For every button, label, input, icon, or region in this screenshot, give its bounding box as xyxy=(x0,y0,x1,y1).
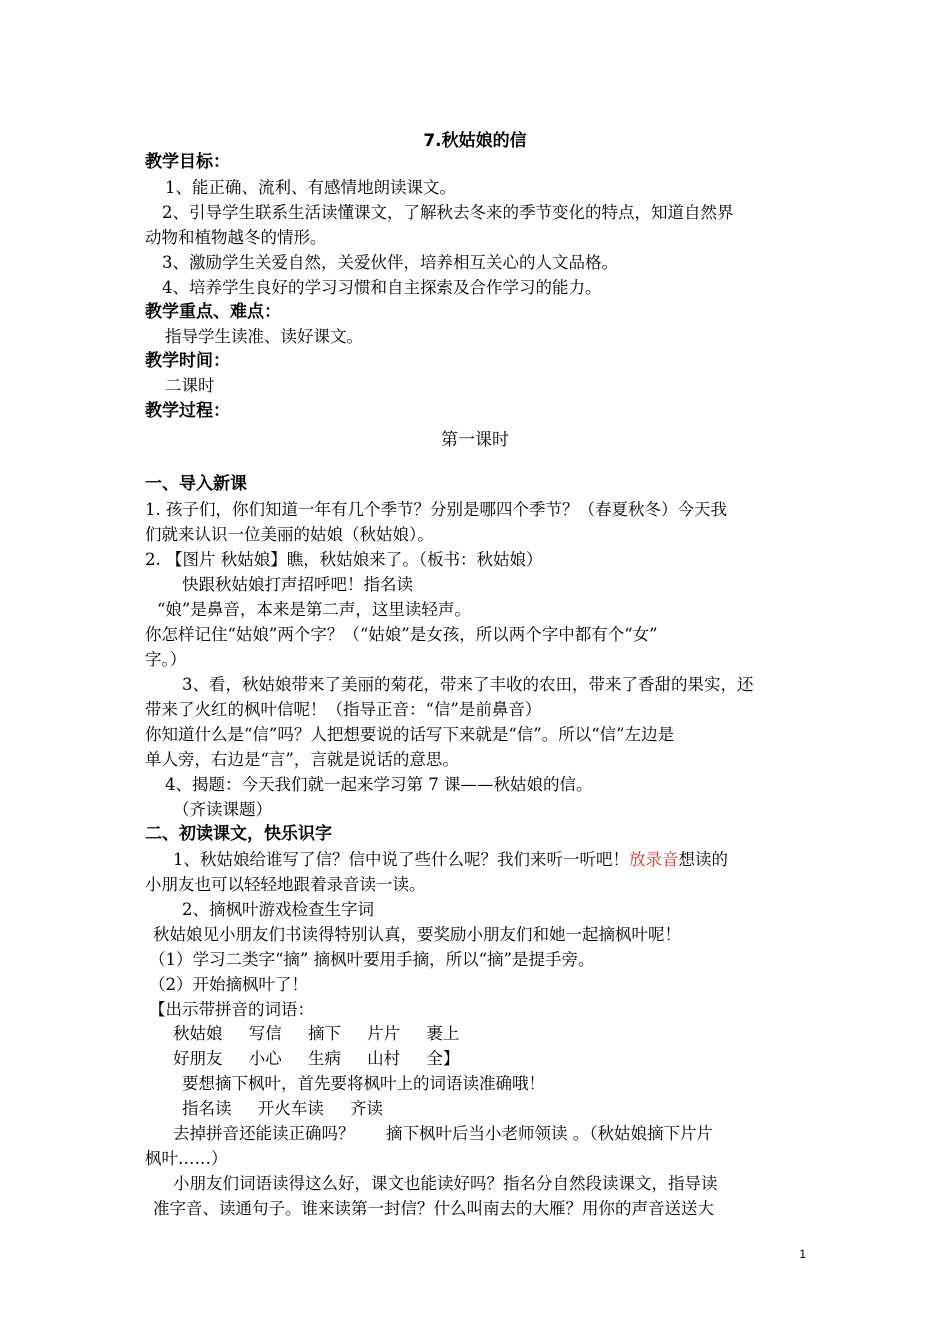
part2-line: 去掉拼音还能读正确吗？ 摘下枫叶后当小老师领读 。（秋姑娘摘下片片 xyxy=(173,1124,713,1143)
goal-4: 4、培养学生良好的学习习惯和自主探索及合作学习的能力。 xyxy=(162,278,602,297)
word-list-row: 秋姑娘 写信 摘下 片片 裹上 xyxy=(173,1024,460,1043)
part2-line: 指名读 开火车读 齐读 xyxy=(182,1099,383,1118)
part1-line: 你怎样记住“姑娘”两个字？（“姑娘”是女孩，所以两个字中都有个“女” xyxy=(145,625,658,644)
part2-line: 枫叶……） xyxy=(145,1149,228,1168)
lesson-title: 第一课时 xyxy=(441,430,509,450)
play-recording-highlight: 放录音 xyxy=(629,850,679,869)
part2-heading: 二、初读课文，快乐识字 xyxy=(145,824,332,844)
part1-line: 单人旁，右边是“言”，言就是说话的意思。 xyxy=(145,750,459,769)
part2-line: （1）学习二类字“摘” 摘枫叶要用手摘，所以“摘”是提手旁。 xyxy=(149,950,595,969)
part1-line: 字。） xyxy=(145,650,187,669)
goal-3: 3、激励学生关爱自然，关爱伙伴，培养相互关心的人文品格。 xyxy=(162,253,618,272)
part1-line: “娘”是鼻音，本来是第二声，这里读轻声。 xyxy=(157,600,471,619)
part2-line xyxy=(173,848,728,872)
goals-heading: 教学目标： xyxy=(145,152,230,172)
part1-line: （齐读课题） xyxy=(173,800,272,819)
part2-text: 1、秋姑娘给谁写了信？信中说了些什么呢？我们来听一听吧！ xyxy=(173,850,629,869)
key-points-text: 指导学生读准、读好课文。 xyxy=(165,327,363,346)
part1-line: 3、看，秋姑娘带来了美丽的菊花，带来了丰收的农田，带来了香甜的果实，还 xyxy=(182,675,754,694)
time-heading: 教学时间： xyxy=(145,351,230,371)
part1-line: 4、揭题：今天我们就一起来学习第 7 课——秋姑娘的信。 xyxy=(165,775,593,794)
page-number: 1 xyxy=(799,1247,806,1261)
part2-line: 要想摘下枫叶，首先要将枫叶上的词语读准确哦！ xyxy=(182,1074,545,1093)
part1-line: 2. 【图片 秋姑娘】瞧，秋姑娘来了。（板书：秋姑娘） xyxy=(145,550,543,569)
part2-line: 秋姑娘见小朋友们书读得特别认真，要奖励小朋友们和她一起摘枫叶呢！ xyxy=(153,925,681,944)
goal-2-line-2: 动物和植物越冬的情形。 xyxy=(145,228,327,247)
goal-2-line-1: 2、引导学生联系生活读懂课文，了解秋去冬来的季节变化的特点，知道自然界 xyxy=(162,203,734,222)
document-title: 7.秋姑娘的信 xyxy=(423,131,527,151)
part2-line: 小朋友也可以轻轻地跟着录音读一读。 xyxy=(145,875,426,894)
process-heading: 教学过程： xyxy=(145,401,230,421)
time-text: 二课时 xyxy=(165,376,215,395)
part2-line: 小朋友们词语读得这么好，课文也能读好吗？指名分自然段读课文，指导读 xyxy=(173,1174,718,1193)
part1-line: 带来了火红的枫叶信呢！（指导正音：“信”是前鼻音） xyxy=(145,700,542,719)
part1-line: 1. 孩子们，你们知道一年有几个季节？分别是哪四个季节？（春夏秋冬）今天我 xyxy=(145,500,727,519)
part1-line: 们就来认识一位美丽的姑娘（秋姑娘）。 xyxy=(145,525,434,544)
part2-line: 2、摘枫叶游戏检查生字词 xyxy=(182,900,374,919)
part1-line: 快跟秋姑娘打声招呼吧！指名读 xyxy=(182,575,413,594)
part1-line: 你知道什么是“信”吗？人把想要说的话写下来就是“信”。所以“信”左边是 xyxy=(145,725,675,744)
part2-text: 想读的 xyxy=(678,850,728,869)
part2-line: （2）开始摘枫叶了！ xyxy=(149,975,308,994)
part2-line: 准字音、读通句子。谁来读第一封信？什么叫南去的大雁？用你的声音送送大 xyxy=(153,1199,714,1218)
goal-1: 1、能正确、流利、有感情地朗读课文。 xyxy=(165,178,456,197)
key-points-heading: 教学重点、难点： xyxy=(145,302,281,322)
word-list-row: 好朋友 小心 生病 山村 全】 xyxy=(173,1049,460,1068)
part2-line: 【出示带拼音的词语： xyxy=(149,1000,314,1019)
part1-heading: 一、导入新课 xyxy=(145,474,247,494)
